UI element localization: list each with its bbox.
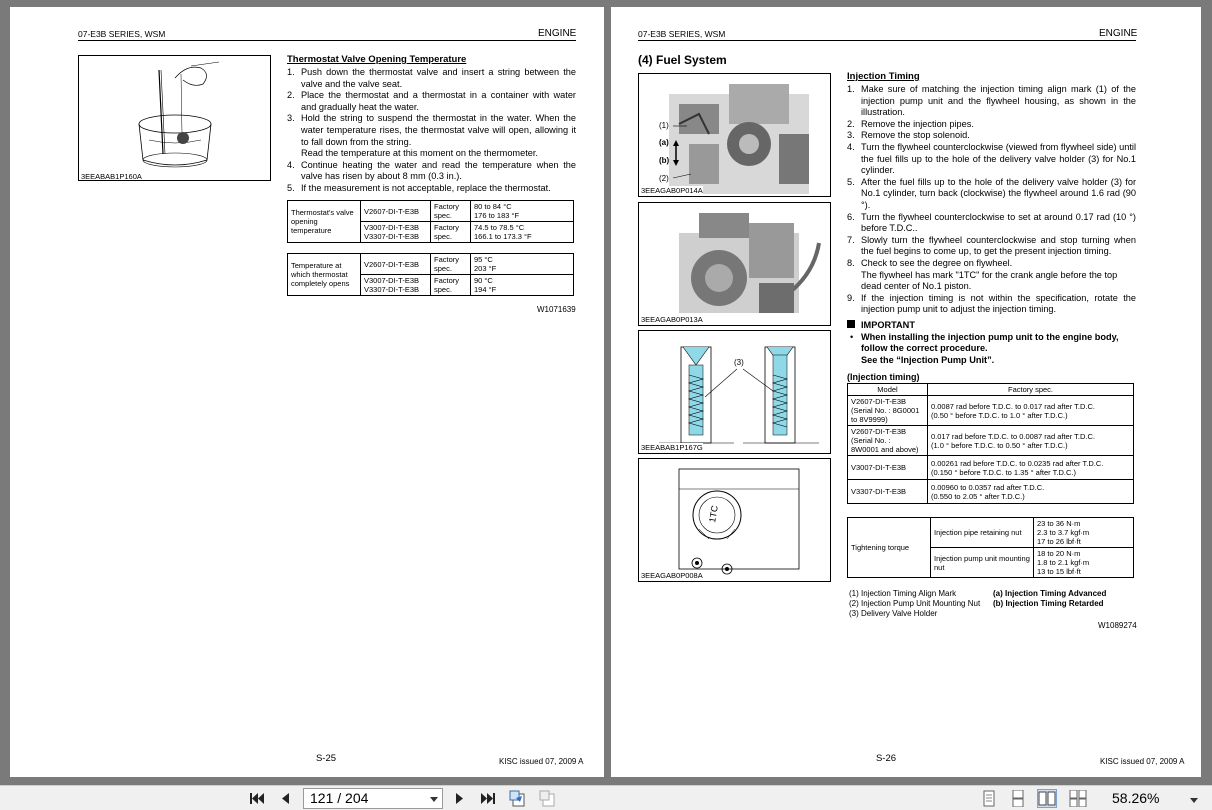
model-cell: V3007-DI-T-E3B V3307-DI-T-E3B [361, 275, 431, 296]
step-item: 6. Turn the flywheel counterclockwise to set at around 0.17 rad (10 °) before T.D.C.. [847, 211, 1136, 234]
next-page-icon[interactable] [451, 790, 469, 807]
table-row: V2607-DI-T-E3B (Serial No. : 8W0001 and above) 0.017 rad before T.D.C. to 0.0087 rad after T.D.C. (1.0 ° before T.D.C. to 0.50 ° after T.D.C.) [848, 426, 1134, 456]
page-header-chapter: ENGINE [538, 28, 577, 39]
spec-value-cell: 90 °C 194 °F [471, 275, 574, 296]
table-label: Thermostat's valve opening temperature [288, 201, 361, 243]
delivery-valve-figure [638, 330, 831, 454]
engine-figure-timing-mark [638, 73, 831, 197]
table-label: Temperature at which thermostat completely opens [288, 254, 361, 296]
page-header-series: 07-E3B SERIES, WSM [638, 29, 726, 39]
continuous-view-icon[interactable] [1009, 790, 1027, 807]
issue-note: KISC issued 07, 2009 A [499, 757, 584, 766]
step-item: 4. Continue heating the water and read the temperature when the valve has risen by about 8 mm (0.3 in.). [287, 159, 576, 182]
flywheel-mark-label: 1TC [707, 504, 720, 524]
step-item: 8. Check to see the degree on flywheel. The flywheel has mark "1TC" for the crank angle before the top dead center of No.1 piston. [847, 257, 1118, 292]
document-code: W1071639 [537, 305, 576, 314]
continuous-facing-view-icon[interactable] [1069, 790, 1087, 807]
spec-label-cell: Factory spec. [431, 222, 471, 243]
page-number: S-26 [876, 753, 897, 764]
valve-opening-temp-table [287, 200, 574, 243]
full-open-temp-table [287, 253, 574, 296]
viewer-toolbar [0, 785, 1212, 810]
delivery-valve-illustration [639, 331, 831, 454]
document-page-left [10, 7, 604, 777]
step-item: 5. If the measurement is not acceptable, replace the thermostat. [287, 182, 551, 193]
document-page-right [611, 7, 1201, 777]
engine-side-illustration [639, 203, 831, 326]
figure-caption: 3EEAGAB0P014A [641, 186, 703, 195]
step-item: 9. If the injection timing is not within the specification, rotate the injection pump unit to adjust the injection timing. [847, 292, 1136, 315]
callout-label: (a) [659, 138, 669, 147]
section-heading-fuel-system: (4) Fuel System [638, 53, 727, 67]
step-item: 1. Make sure of matching the injection timing align mark (1) of the injection pump unit and the flywheel housing, as shown in the illustration. [847, 84, 1136, 118]
zoom-level[interactable]: 58.26% [1112, 790, 1160, 806]
table-label: Tightening torque [848, 518, 931, 578]
important-note: IMPORTANT • When installing the injection pump unit to the engine body, follow the correct procedure. See the “Injection Pump Unit”. [847, 320, 1137, 366]
spec-value-cell: 95 °C 203 °F [471, 254, 574, 275]
page-header-series: 07-E3B SERIES, WSM [78, 29, 166, 39]
spec-label-cell: Factory spec. [431, 201, 471, 222]
table-row: Tightening torque Injection pipe retaining nut 23 to 36 N·m 2.3 to 3.7 kgf·m 17 to 26 lbf·ft [848, 518, 1134, 548]
section-title-thermostat: Thermostat Valve Opening Temperature [287, 54, 467, 65]
table-row: V3307-DI-T-E3B 0.00960 to 0.0357 rad after T.D.C. (0.550 to 2.05 ° after T.D.C.) [848, 480, 1134, 504]
figure-caption: 3EEAGAB0P013A [641, 315, 703, 324]
spec-value-cell: 74.5 to 78.5 °C 166.1 to 173.3 °F [471, 222, 574, 243]
chevron-down-icon [430, 797, 438, 802]
step-item: 2. Place the thermostat and a thermostat in a container with water and gradually heat the water. [287, 90, 576, 112]
table-row: V2607-DI-T-E3B (Serial No. : 8G0001 to 8V9999) 0.0087 rad before T.D.C. to 0.017 rad after T.D.C. (0.50 ° before T.D.C. to 1.0 ° after T.D.C.) [848, 396, 1134, 426]
step-item: 2. Remove the injection pipes. [847, 118, 974, 129]
table-row: Injection pump unit mounting nut 18 to 20 N·m 1.8 to 2.1 kgf·m 13 to 15 lbf·ft [848, 548, 1134, 578]
callout-label: (1) [659, 121, 669, 130]
zoom-dropdown-icon[interactable] [1190, 798, 1198, 803]
go-forward-view-icon[interactable] [538, 790, 556, 807]
section-title-injection-timing: Injection Timing [847, 71, 920, 82]
figure-caption: 3EEABAB1P160A [81, 172, 142, 181]
step-item: 3. Remove the stop solenoid. [847, 130, 970, 141]
callout-label: (2) [659, 174, 669, 183]
table-header: Factory spec. [928, 384, 1134, 396]
tightening-torque-table [847, 517, 1134, 578]
table-row: V3007-DI-T-E3B 0.00261 rad before T.D.C. to 0.0235 rad after T.D.C. (0.150 ° before T.D.C. to 1.35 ° after T.D.C.) [848, 456, 1134, 480]
step-item: 3. Hold the string to suspend the thermostat in the water. When the water temperature rises, the thermostat valve will open, allowing it to fall down from the string. Read the temperature at this moment on the thermometer. [287, 113, 576, 159]
model-cell: V3007-DI-T-E3B V3307-DI-T-E3B [361, 222, 431, 243]
issue-note: KISC issued 07, 2009 A [1100, 757, 1185, 766]
engine-figure-side [638, 202, 831, 326]
injection-timing-table [847, 383, 1134, 504]
legend-right: (a) Injection Timing Advanced (b) Injection Timing Retarded [993, 589, 1107, 608]
timing-table-title: (Injection timing) [847, 372, 920, 382]
page-number-select[interactable]: 121 / 204 [303, 788, 443, 809]
document-code: W1089274 [1098, 621, 1137, 630]
spec-label-cell: Factory spec. [431, 275, 471, 296]
model-cell: V2607-DI-T-E3B [361, 254, 431, 275]
spec-value-cell: 80 to 84 °C 176 to 183 °F [471, 201, 574, 222]
legend-left: (1) Injection Timing Align Mark (2) Injection Pump Unit Mounting Nut (3) Delivery Valve Holder [849, 589, 981, 618]
header-rule [78, 40, 576, 41]
model-cell: V2607-DI-T-E3B [361, 201, 431, 222]
thermostat-illustration [79, 56, 271, 181]
spec-label-cell: Factory spec. [431, 254, 471, 275]
step-item: 4. Turn the flywheel counterclockwise (viewed from flywheel side) until the fuel fills up to the hole of the delivery valve holder (3) for No.1 cylinder. [847, 141, 1136, 176]
header-rule [638, 40, 1136, 41]
go-back-view-icon[interactable] [508, 790, 526, 807]
first-page-icon[interactable] [248, 790, 266, 807]
table-header: Model [848, 384, 928, 396]
figure-caption: 3EEABAB1P167G [641, 443, 703, 452]
injection-timing-steps [847, 84, 1136, 316]
facing-pages-view-icon[interactable] [1038, 790, 1056, 807]
important-marker-icon [847, 320, 855, 328]
flywheel-illustration [639, 459, 831, 582]
flywheel-mark-figure [638, 458, 831, 582]
callout-label: (b) [659, 156, 670, 165]
single-page-view-icon[interactable] [980, 790, 998, 807]
thermostat-steps [287, 67, 576, 195]
step-item: 1. Push down the thermostat valve and insert a string between the valve and the valve seat. [287, 67, 576, 89]
step-item: 7. Slowly turn the flywheel counterclockwise and stop turning when the fuel begins to come up, to get the present injection timing. [847, 234, 1136, 257]
page-number: S-25 [316, 753, 337, 764]
figure-caption: 3EEAGAB0P008A [641, 571, 703, 580]
page-header-chapter: ENGINE [1099, 28, 1138, 39]
previous-page-icon[interactable] [276, 790, 294, 807]
callout-label: (3) [734, 358, 744, 367]
step-item: 5. After the fuel fills up to the hole of the delivery valve holder (3) for No.1 cylinder, turn back (clockwise) the flywheel around 1.6 rad (90 °). [847, 176, 1136, 210]
thermostat-test-figure [78, 55, 271, 181]
last-page-icon[interactable] [479, 790, 497, 807]
